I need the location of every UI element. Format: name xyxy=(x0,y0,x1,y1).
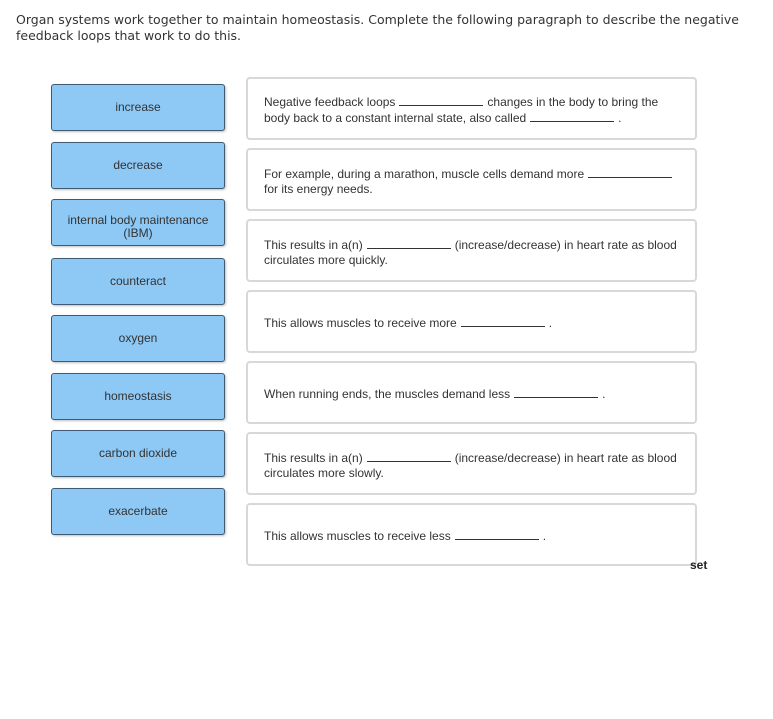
statement-box-4 xyxy=(246,290,697,353)
statement-1-part-c: . xyxy=(618,111,622,125)
statement-text-6 xyxy=(264,450,684,481)
blank-1b[interactable] xyxy=(530,110,614,122)
statement-text-1 xyxy=(264,94,684,126)
statement-4-part-a: This allows muscles to receive more xyxy=(264,316,457,330)
blank-6[interactable] xyxy=(367,450,451,462)
statement-3-part-a: This results in a(n) xyxy=(264,238,363,252)
chip-carbon-dioxide[interactable]: carbon dioxide xyxy=(51,430,225,477)
instructions-text: Organ systems work together to maintain homeostasis. Complete the following paragraph to describe the negative feedback loops that work to do this. xyxy=(16,12,739,43)
statement-box-2 xyxy=(246,148,697,211)
statement-6-part-b: (increase/decrease) in heart rate as blood circulates more slowly. xyxy=(264,451,677,480)
statement-box-1 xyxy=(246,77,697,140)
statement-box-7 xyxy=(246,503,697,566)
blank-5[interactable] xyxy=(514,386,598,398)
statement-5-part-a: When running ends, the muscles demand less xyxy=(264,387,511,401)
statement-1-part-a: Negative feedback loops xyxy=(264,95,396,109)
statement-text-5 xyxy=(264,386,684,402)
statement-text-4 xyxy=(264,315,684,331)
blank-3[interactable] xyxy=(367,237,451,249)
blank-7[interactable] xyxy=(455,528,539,540)
statement-4-part-b: . xyxy=(548,316,553,330)
chip-exacerbate[interactable]: exacerbate xyxy=(51,488,225,535)
blank-4[interactable] xyxy=(461,315,545,327)
blank-1a[interactable] xyxy=(399,94,483,106)
chip-homeostasis[interactable]: homeostasis xyxy=(51,373,225,420)
chip-increase[interactable]: increase xyxy=(51,84,225,131)
chip-counteract[interactable]: counteract xyxy=(51,258,225,305)
reset-link[interactable]: set xyxy=(690,558,708,572)
statement-6-part-a: This results in a(n) xyxy=(264,451,363,465)
statement-text-2 xyxy=(264,166,684,197)
statement-7-part-a: This allows muscles to receive less xyxy=(264,529,451,543)
statement-text-3 xyxy=(264,237,684,268)
statement-5-part-b: . xyxy=(602,387,606,401)
statement-box-5 xyxy=(246,361,697,424)
statement-2-part-a: For example, during a marathon, muscle cells demand more xyxy=(264,167,585,181)
statement-box-6 xyxy=(246,432,697,495)
chip-oxygen[interactable]: oxygen xyxy=(51,315,225,362)
statement-3-part-b: (increase/decrease) in heart rate as blood circulates more quickly. xyxy=(264,238,677,267)
statement-7-part-b: . xyxy=(542,529,547,543)
statement-text-7 xyxy=(264,528,684,544)
chip-internal-body-maintenance[interactable]: internal body maintenance (IBM) xyxy=(51,199,225,246)
statement-box-3 xyxy=(246,219,697,282)
statement-2-part-b: for its energy needs. xyxy=(264,182,373,196)
chip-decrease[interactable]: decrease xyxy=(51,142,225,189)
blank-2[interactable] xyxy=(588,166,672,178)
statement-1-part-b: changes in the body to bring the body back to a constant internal state, also called xyxy=(264,95,659,125)
